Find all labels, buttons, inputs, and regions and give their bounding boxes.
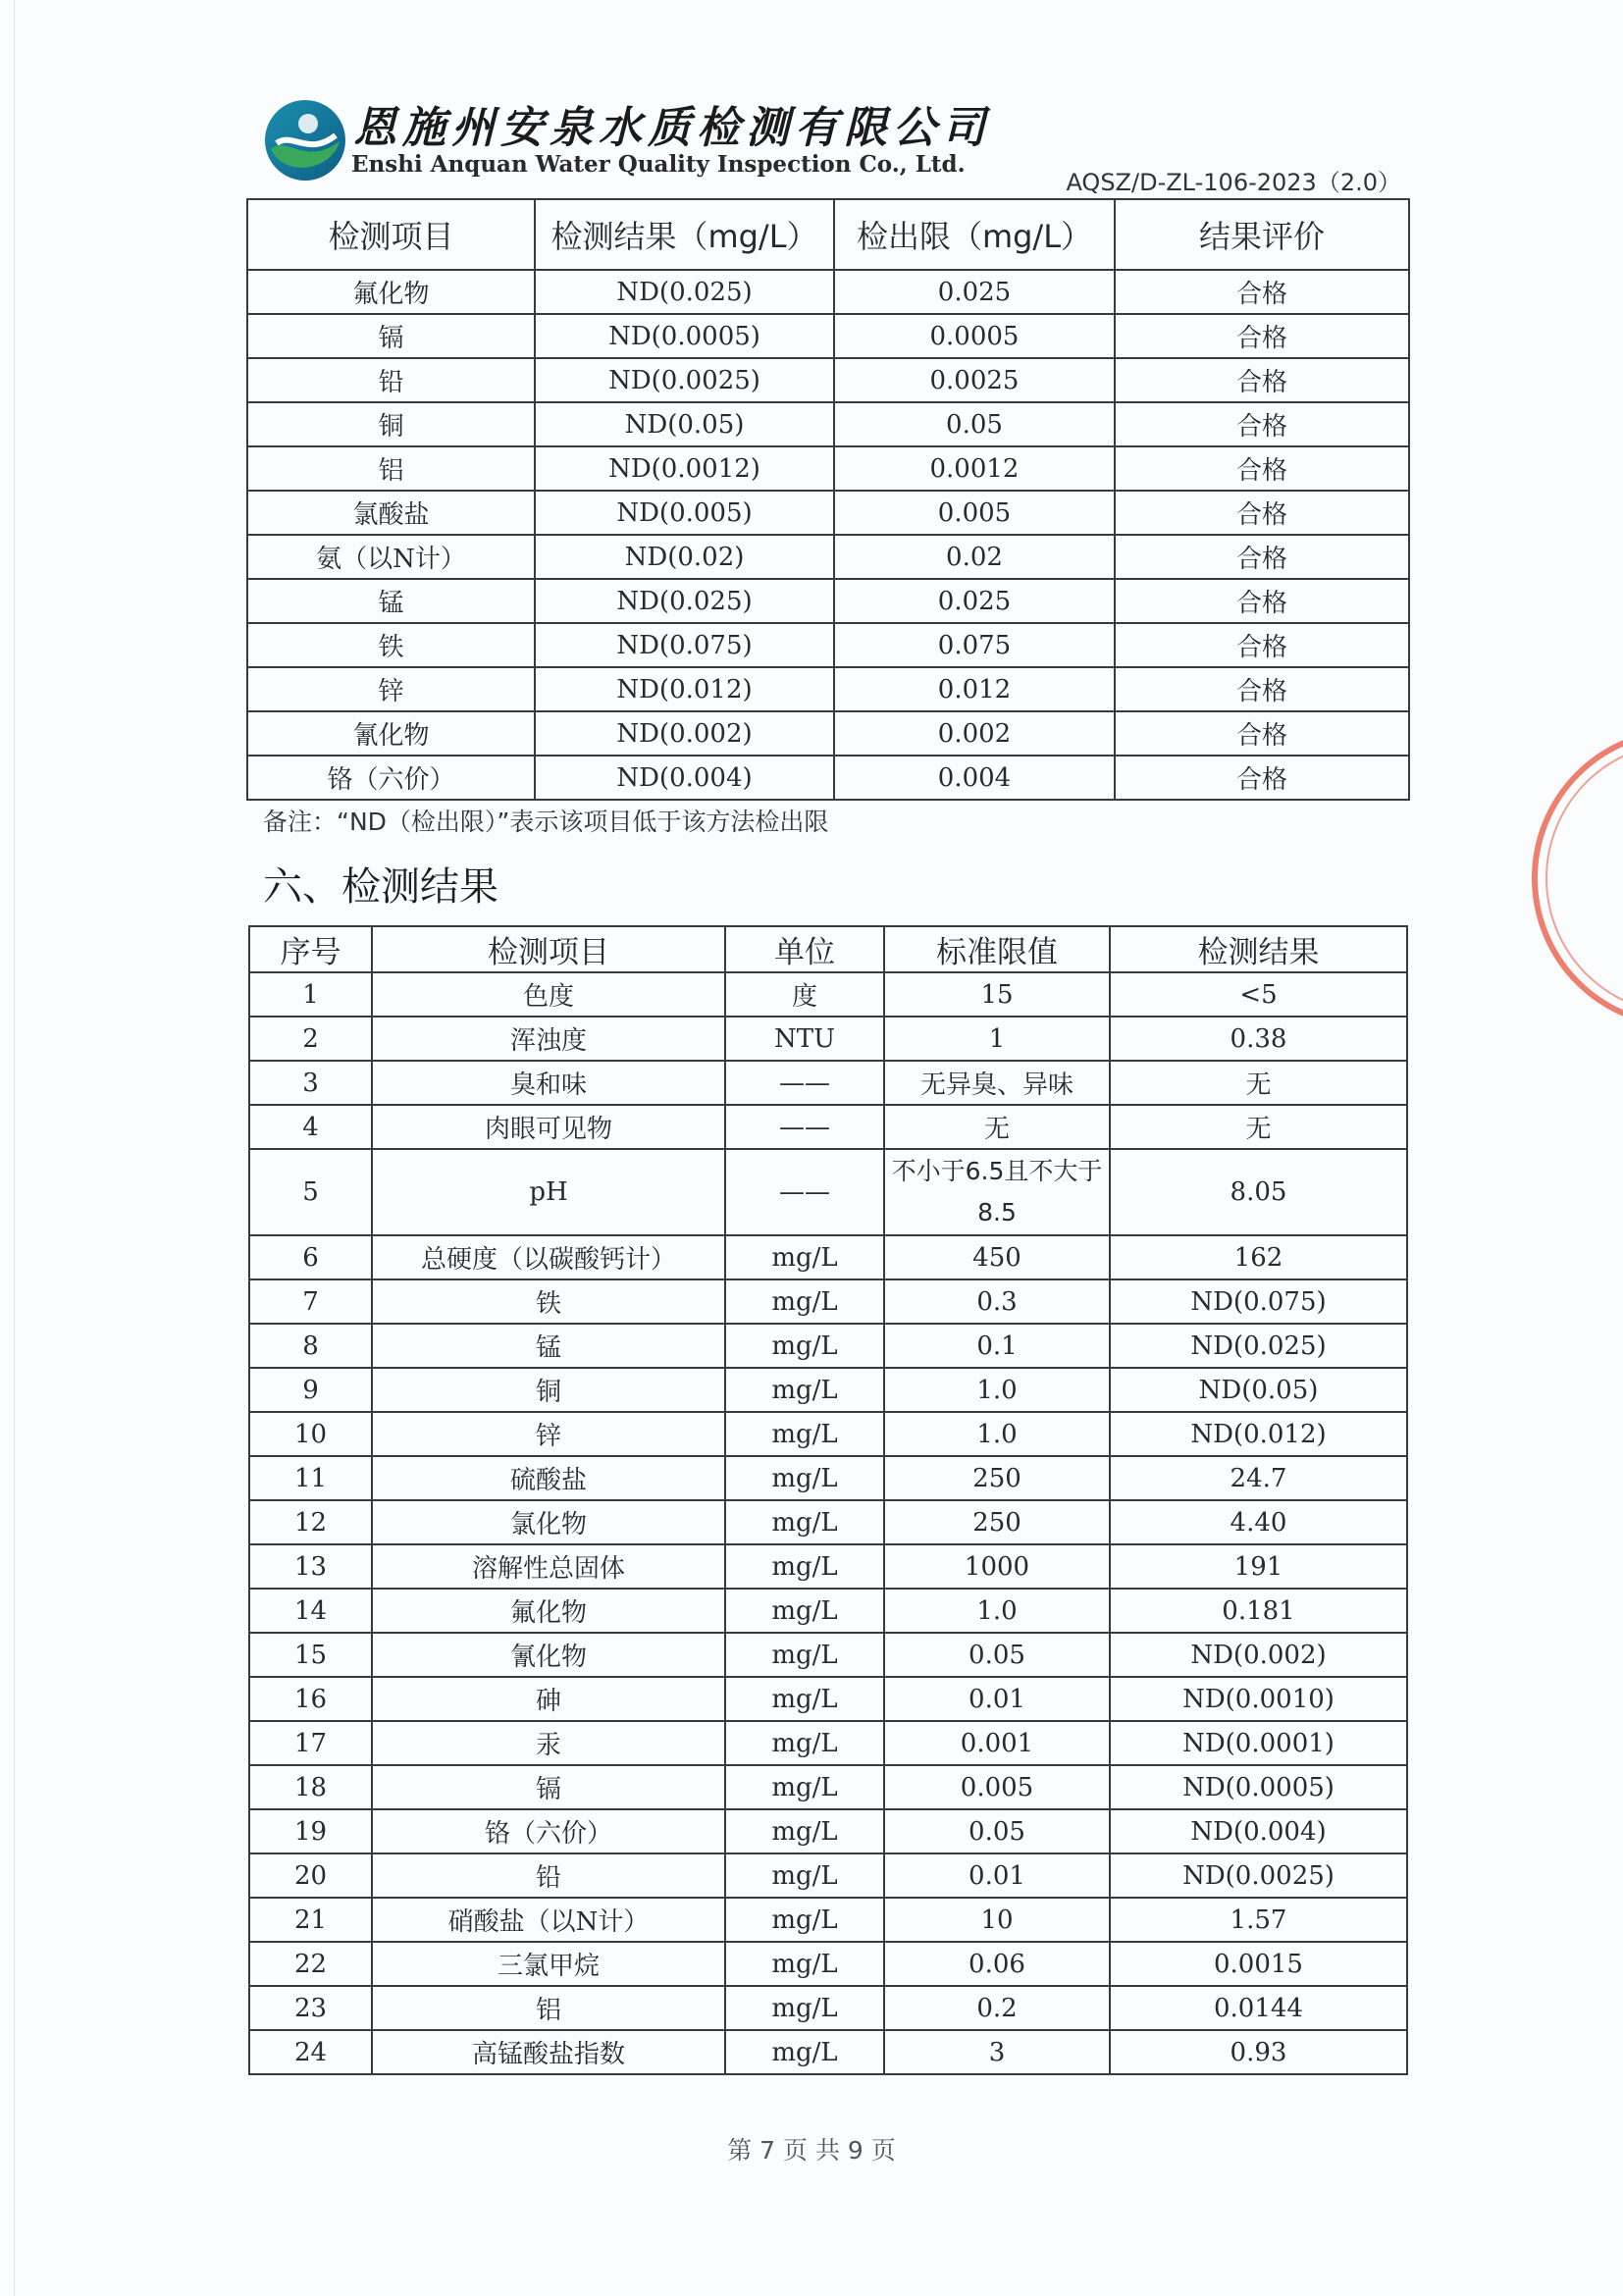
evaluation-cell: 合格 bbox=[1115, 711, 1409, 756]
unit-cell: mg/L bbox=[725, 1809, 884, 1853]
unit-cell: mg/L bbox=[725, 1942, 884, 1986]
evaluation-cell: 合格 bbox=[1115, 667, 1409, 711]
table-row bbox=[247, 667, 1409, 711]
table-row bbox=[247, 270, 1409, 314]
item-cell: 锌 bbox=[247, 667, 535, 711]
unit-cell: mg/L bbox=[725, 1235, 884, 1279]
test-results-table bbox=[248, 925, 1408, 2075]
standard-cell: 0.01 bbox=[884, 1853, 1110, 1898]
index-cell: 23 bbox=[249, 1986, 372, 2030]
item-cell: 汞 bbox=[372, 1721, 725, 1765]
standard-cell: 0.1 bbox=[884, 1324, 1110, 1368]
item-cell: 铬（六价） bbox=[247, 756, 535, 800]
table-row bbox=[249, 1017, 1407, 1061]
item-cell: 总硬度（以碳酸钙计） bbox=[372, 1235, 725, 1279]
document-code: AQSZ/D-ZL-106-2023（2.0） bbox=[1066, 169, 1401, 196]
table-row bbox=[249, 1589, 1407, 1633]
table-row bbox=[249, 1809, 1407, 1853]
column-header-unit: 单位 bbox=[725, 926, 884, 972]
index-cell: 18 bbox=[249, 1765, 372, 1809]
index-cell: 8 bbox=[249, 1324, 372, 1368]
limit-cell: 0.0005 bbox=[834, 314, 1115, 358]
table-row bbox=[247, 756, 1409, 800]
standard-cell: 1.0 bbox=[884, 1412, 1110, 1456]
result-cell: ND(0.012) bbox=[1110, 1412, 1407, 1456]
index-cell: 9 bbox=[249, 1368, 372, 1412]
official-seal-stamp bbox=[1525, 721, 1623, 1035]
item-cell: 铅 bbox=[247, 358, 535, 402]
standard-cell: 0.2 bbox=[884, 1986, 1110, 2030]
result-cell: ND(0.012) bbox=[535, 667, 834, 711]
page-edge-line bbox=[14, 0, 15, 2296]
table-row bbox=[249, 1942, 1407, 1986]
standard-cell: 1.0 bbox=[884, 1589, 1110, 1633]
limit-cell: 0.0025 bbox=[834, 358, 1115, 402]
evaluation-cell: 合格 bbox=[1115, 358, 1409, 402]
table-header-row bbox=[247, 199, 1409, 270]
item-cell: 氯酸盐 bbox=[247, 491, 535, 535]
result-cell: ND(0.004) bbox=[535, 756, 834, 800]
table-row bbox=[249, 1324, 1407, 1368]
item-cell: 氟化物 bbox=[247, 270, 535, 314]
result-cell: ND(0.002) bbox=[1110, 1633, 1407, 1677]
table-row bbox=[249, 1235, 1407, 1279]
result-cell: ND(0.075) bbox=[535, 623, 834, 667]
item-cell: 高锰酸盐指数 bbox=[372, 2030, 725, 2074]
result-cell: 8.05 bbox=[1110, 1149, 1407, 1235]
standard-cell: 无 bbox=[884, 1105, 1110, 1149]
item-cell: 铝 bbox=[247, 446, 535, 491]
standard-cell: 450 bbox=[884, 1235, 1110, 1279]
index-cell: 5 bbox=[249, 1149, 372, 1235]
result-cell: ND(0.0012) bbox=[535, 446, 834, 491]
index-cell: 15 bbox=[249, 1633, 372, 1677]
unit-cell: NTU bbox=[725, 1017, 884, 1061]
table-note: 备注：“ND（检出限）”表示该项目低于该方法检出限 bbox=[263, 808, 829, 836]
table-row bbox=[247, 491, 1409, 535]
result-cell: ND(0.0005) bbox=[1110, 1765, 1407, 1809]
standard-cell: 0.05 bbox=[884, 1809, 1110, 1853]
result-cell: ND(0.0025) bbox=[1110, 1853, 1407, 1898]
unit-cell: mg/L bbox=[725, 1279, 884, 1324]
item-cell: 硝酸盐（以N计） bbox=[372, 1898, 725, 1942]
limit-cell: 0.075 bbox=[834, 623, 1115, 667]
item-cell: 硫酸盐 bbox=[372, 1456, 725, 1500]
company-logo-icon bbox=[263, 98, 347, 183]
table-row bbox=[249, 1279, 1407, 1324]
standard-cell: 0.001 bbox=[884, 1721, 1110, 1765]
table-row bbox=[247, 314, 1409, 358]
section-title: 六、检测结果 bbox=[263, 864, 498, 910]
standard-cell: 1 bbox=[884, 1017, 1110, 1061]
item-cell: 肉眼可见物 bbox=[372, 1105, 725, 1149]
index-cell: 13 bbox=[249, 1544, 372, 1589]
result-cell: ND(0.02) bbox=[535, 535, 834, 579]
index-cell: 17 bbox=[249, 1721, 372, 1765]
limit-cell: 0.002 bbox=[834, 711, 1115, 756]
result-cell: 0.0144 bbox=[1110, 1986, 1407, 2030]
result-cell: ND(0.005) bbox=[535, 491, 834, 535]
result-cell: <5 bbox=[1110, 972, 1407, 1017]
index-cell: 4 bbox=[249, 1105, 372, 1149]
standard-cell: 0.06 bbox=[884, 1942, 1110, 1986]
item-cell: 锌 bbox=[372, 1412, 725, 1456]
standard-cell: 无异臭、异味 bbox=[884, 1061, 1110, 1105]
unit-cell: mg/L bbox=[725, 1589, 884, 1633]
unit-cell: mg/L bbox=[725, 1898, 884, 1942]
column-header-index: 序号 bbox=[249, 926, 372, 972]
table-row bbox=[249, 1412, 1407, 1456]
item-cell: 色度 bbox=[372, 972, 725, 1017]
result-cell: 0.38 bbox=[1110, 1017, 1407, 1061]
index-cell: 19 bbox=[249, 1809, 372, 1853]
unit-cell: mg/L bbox=[725, 1368, 884, 1412]
unit-cell: mg/L bbox=[725, 1633, 884, 1677]
column-header-result: 检测结果（mg/L） bbox=[535, 199, 834, 270]
index-cell: 14 bbox=[249, 1589, 372, 1633]
column-header-limit: 检出限（mg/L） bbox=[834, 199, 1115, 270]
unit-cell: mg/L bbox=[725, 1324, 884, 1368]
unit-cell: mg/L bbox=[725, 2030, 884, 2074]
index-cell: 6 bbox=[249, 1235, 372, 1279]
table-row bbox=[247, 446, 1409, 491]
result-cell: 0.93 bbox=[1110, 2030, 1407, 2074]
detection-limit-table-body bbox=[247, 270, 1409, 800]
item-cell: 氨（以N计） bbox=[247, 535, 535, 579]
item-cell: 氰化物 bbox=[247, 711, 535, 756]
standard-cell: 10 bbox=[884, 1898, 1110, 1942]
limit-cell: 0.012 bbox=[834, 667, 1115, 711]
result-cell: 4.40 bbox=[1110, 1500, 1407, 1544]
result-cell: ND(0.0025) bbox=[535, 358, 834, 402]
table-row bbox=[249, 1677, 1407, 1721]
unit-cell: mg/L bbox=[725, 1412, 884, 1456]
result-cell: ND(0.0001) bbox=[1110, 1721, 1407, 1765]
item-cell: 铜 bbox=[247, 402, 535, 446]
company-name-cn: 恩施州安泉水质检测有限公司 bbox=[353, 103, 991, 153]
unit-cell: mg/L bbox=[725, 1853, 884, 1898]
item-cell: pH bbox=[372, 1149, 725, 1235]
table-row bbox=[249, 1544, 1407, 1589]
column-header-evaluation: 结果评价 bbox=[1115, 199, 1409, 270]
index-cell: 22 bbox=[249, 1942, 372, 1986]
index-cell: 7 bbox=[249, 1279, 372, 1324]
table-row bbox=[249, 1633, 1407, 1677]
evaluation-cell: 合格 bbox=[1115, 402, 1409, 446]
table-row bbox=[247, 358, 1409, 402]
evaluation-cell: 合格 bbox=[1115, 535, 1409, 579]
unit-cell: —— bbox=[725, 1061, 884, 1105]
standard-cell: 1000 bbox=[884, 1544, 1110, 1589]
result-cell: 0.181 bbox=[1110, 1589, 1407, 1633]
table-row bbox=[249, 1368, 1407, 1412]
standard-cell: 0.01 bbox=[884, 1677, 1110, 1721]
standard-cell: 1.0 bbox=[884, 1368, 1110, 1412]
evaluation-cell: 合格 bbox=[1115, 446, 1409, 491]
result-cell: ND(0.004) bbox=[1110, 1809, 1407, 1853]
result-cell: ND(0.0010) bbox=[1110, 1677, 1407, 1721]
item-cell: 铅 bbox=[372, 1853, 725, 1898]
evaluation-cell: 合格 bbox=[1115, 314, 1409, 358]
limit-cell: 0.0012 bbox=[834, 446, 1115, 491]
result-cell: ND(0.0005) bbox=[535, 314, 834, 358]
unit-cell: mg/L bbox=[725, 1544, 884, 1589]
table-row bbox=[247, 402, 1409, 446]
index-cell: 3 bbox=[249, 1061, 372, 1105]
item-cell: 氯化物 bbox=[372, 1500, 725, 1544]
table-row bbox=[247, 579, 1409, 623]
unit-cell: —— bbox=[725, 1149, 884, 1235]
unit-cell: 度 bbox=[725, 972, 884, 1017]
standard-cell: 250 bbox=[884, 1456, 1110, 1500]
item-cell: 三氯甲烷 bbox=[372, 1942, 725, 1986]
table-header-row bbox=[249, 926, 1407, 972]
table-row bbox=[249, 1061, 1407, 1105]
table-row bbox=[249, 1765, 1407, 1809]
evaluation-cell: 合格 bbox=[1115, 270, 1409, 314]
result-cell: ND(0.05) bbox=[535, 402, 834, 446]
item-cell: 锰 bbox=[247, 579, 535, 623]
unit-cell: mg/L bbox=[725, 1721, 884, 1765]
item-cell: 溶解性总固体 bbox=[372, 1544, 725, 1589]
limit-cell: 0.02 bbox=[834, 535, 1115, 579]
unit-cell: mg/L bbox=[725, 1677, 884, 1721]
result-cell: ND(0.025) bbox=[1110, 1324, 1407, 1368]
result-cell: 无 bbox=[1110, 1105, 1407, 1149]
item-cell: 铜 bbox=[372, 1368, 725, 1412]
limit-cell: 0.05 bbox=[834, 402, 1115, 446]
result-cell: 0.0015 bbox=[1110, 1942, 1407, 1986]
standard-cell: 0.05 bbox=[884, 1633, 1110, 1677]
item-cell: 铁 bbox=[372, 1279, 725, 1324]
limit-cell: 0.004 bbox=[834, 756, 1115, 800]
item-cell: 铬（六价） bbox=[372, 1809, 725, 1853]
table-row bbox=[249, 1500, 1407, 1544]
column-header-item: 检测项目 bbox=[247, 199, 535, 270]
table-row bbox=[249, 1105, 1407, 1149]
table-row bbox=[249, 1721, 1407, 1765]
index-cell: 10 bbox=[249, 1412, 372, 1456]
table-row bbox=[249, 1853, 1407, 1898]
item-cell: 锰 bbox=[372, 1324, 725, 1368]
index-cell: 16 bbox=[249, 1677, 372, 1721]
limit-cell: 0.005 bbox=[834, 491, 1115, 535]
result-cell: 162 bbox=[1110, 1235, 1407, 1279]
standard-cell: 0.005 bbox=[884, 1765, 1110, 1809]
index-cell: 20 bbox=[249, 1853, 372, 1898]
index-cell: 11 bbox=[249, 1456, 372, 1500]
page-number: 第 7 页 共 9 页 bbox=[727, 2136, 896, 2165]
table-row bbox=[249, 1456, 1407, 1500]
table-row bbox=[247, 535, 1409, 579]
standard-cell: 不小于6.5且不大于8.5 bbox=[884, 1149, 1110, 1235]
unit-cell: mg/L bbox=[725, 1986, 884, 2030]
evaluation-cell: 合格 bbox=[1115, 491, 1409, 535]
standard-cell: 15 bbox=[884, 972, 1110, 1017]
item-cell: 氟化物 bbox=[372, 1589, 725, 1633]
result-cell: ND(0.025) bbox=[535, 579, 834, 623]
standard-cell: 3 bbox=[884, 2030, 1110, 2074]
unit-cell: —— bbox=[725, 1105, 884, 1149]
standard-cell: 250 bbox=[884, 1500, 1110, 1544]
column-header-standard: 标准限值 bbox=[884, 926, 1110, 972]
evaluation-cell: 合格 bbox=[1115, 623, 1409, 667]
table-row bbox=[249, 1898, 1407, 1942]
result-cell: ND(0.05) bbox=[1110, 1368, 1407, 1412]
column-header-result: 检测结果 bbox=[1110, 926, 1407, 972]
index-cell: 1 bbox=[249, 972, 372, 1017]
item-cell: 氰化物 bbox=[372, 1633, 725, 1677]
result-cell: 无 bbox=[1110, 1061, 1407, 1105]
item-cell: 镉 bbox=[372, 1765, 725, 1809]
result-cell: ND(0.075) bbox=[1110, 1279, 1407, 1324]
table-row bbox=[249, 972, 1407, 1017]
unit-cell: mg/L bbox=[725, 1765, 884, 1809]
result-cell: 191 bbox=[1110, 1544, 1407, 1589]
table-row bbox=[249, 2030, 1407, 2074]
column-header-item: 检测项目 bbox=[372, 926, 725, 972]
item-cell: 臭和味 bbox=[372, 1061, 725, 1105]
result-cell: ND(0.002) bbox=[535, 711, 834, 756]
table-row bbox=[249, 1149, 1407, 1235]
table-row bbox=[247, 623, 1409, 667]
result-cell: 1.57 bbox=[1110, 1898, 1407, 1942]
item-cell: 浑浊度 bbox=[372, 1017, 725, 1061]
company-name-en: Enshi Anquan Water Quality Inspection Co., Ltd. bbox=[351, 151, 966, 178]
index-cell: 12 bbox=[249, 1500, 372, 1544]
test-results-table-body bbox=[249, 972, 1407, 2074]
limit-cell: 0.025 bbox=[834, 270, 1115, 314]
unit-cell: mg/L bbox=[725, 1500, 884, 1544]
table-row bbox=[247, 711, 1409, 756]
standard-cell: 0.3 bbox=[884, 1279, 1110, 1324]
table-row bbox=[249, 1986, 1407, 2030]
item-cell: 砷 bbox=[372, 1677, 725, 1721]
item-cell: 铝 bbox=[372, 1986, 725, 2030]
unit-cell: mg/L bbox=[725, 1456, 884, 1500]
evaluation-cell: 合格 bbox=[1115, 756, 1409, 800]
index-cell: 21 bbox=[249, 1898, 372, 1942]
limit-cell: 0.025 bbox=[834, 579, 1115, 623]
evaluation-cell: 合格 bbox=[1115, 579, 1409, 623]
item-cell: 铁 bbox=[247, 623, 535, 667]
item-cell: 镉 bbox=[247, 314, 535, 358]
result-cell: 24.7 bbox=[1110, 1456, 1407, 1500]
result-cell: ND(0.025) bbox=[535, 270, 834, 314]
letterhead bbox=[263, 90, 1401, 196]
index-cell: 24 bbox=[249, 2030, 372, 2074]
index-cell: 2 bbox=[249, 1017, 372, 1061]
detection-limit-table bbox=[246, 198, 1410, 801]
